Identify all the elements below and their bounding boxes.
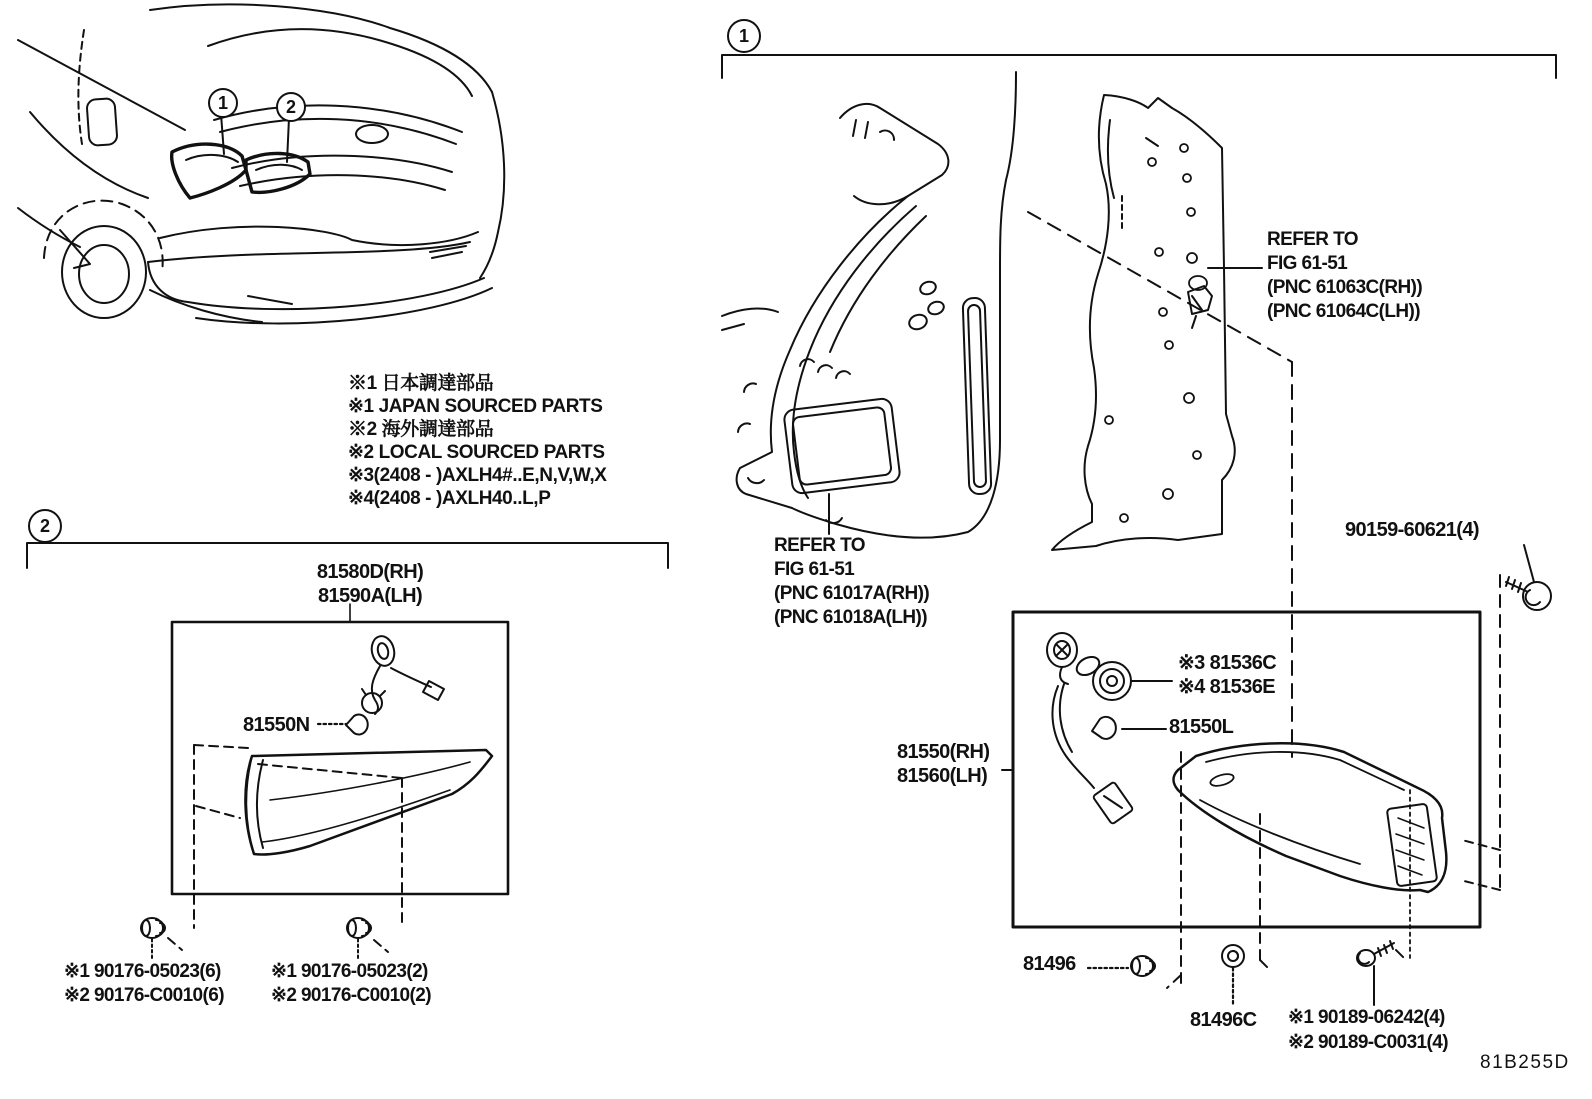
note-line-1: ※1 日本調達部品 [348,373,494,394]
grommet-81496c-icon [1222,945,1244,1006]
refer-upper-line3: (PNC 61063C(RH)) [1267,277,1423,298]
clip-81496-icon [1088,956,1155,976]
diagram-code: 81B255D [1480,1052,1570,1073]
clip-right-part-line1: ※1 90176-05023(2) [271,961,428,982]
part-81536e-label: ※4 81536E [1178,676,1275,698]
part-81536c-label: ※3 81536C [1178,652,1277,674]
part-81550n-label: 81550N [243,714,310,736]
part-90189-line2: ※2 90189-C0031(4) [1288,1032,1448,1053]
part-81560-label: 81560(LH) [897,765,988,787]
part-90159-label: 90159-60621(4) [1345,519,1479,541]
section-1-marker: 1 [727,19,761,53]
refer-lower-line1: REFER TO [774,535,865,556]
body-panel-illustration [722,72,1016,538]
refer-lower-line3: (PNC 61017A(RH)) [774,583,930,604]
note-line-2: ※1 JAPAN SOURCED PARTS [348,396,603,417]
part-81590a-label: 81590A(LH) [317,585,423,607]
section-2-marker: 2 [28,509,62,543]
screw-icon-top [1506,545,1551,610]
refer-upper-line4: (PNC 61064C(LH)) [1267,301,1420,322]
part-90189-line1: ※1 90189-06242(4) [1288,1007,1445,1028]
clip-icons [141,918,371,938]
refer-upper-line2: FIG 61-51 [1267,253,1348,274]
callout-2-on-car: 2 [276,92,306,122]
quarter-panel-illustration [1052,95,1235,550]
note-line-6: ※4(2408 - )AXLH40..L,P [348,488,551,509]
screw-icon-bottom [1357,941,1394,1005]
clip-left-part-line2: ※2 90176-C0010(6) [64,985,224,1006]
clip-right-part-line2: ※2 90176-C0010(2) [271,985,431,1006]
refer-lower-line4: (PNC 61018A(LH)) [774,607,927,628]
refer-lower-line2: FIG 61-51 [774,559,855,580]
part-81550l-label: 81550L [1169,716,1234,738]
tail-lamp-illustration [1174,743,1447,892]
refer-upper-line1: REFER TO [1267,229,1358,250]
car-rear-illustration [18,4,504,323]
note-line-4: ※2 LOCAL SOURCED PARTS [348,442,605,463]
part-81496-label: 81496 [1023,953,1076,975]
callout-1-on-car: 1 [208,88,238,118]
part-81496c-label: 81496C [1190,1009,1257,1031]
part-81550-label: 81550(RH) [897,741,990,763]
clip-left-part-line1: ※1 90176-05023(6) [64,961,221,982]
note-line-5: ※3(2408 - )AXLH4#..E,N,V,W,X [348,465,607,486]
note-line-3: ※2 海外調達部品 [348,419,494,440]
bulb-socket-harness [1047,633,1172,824]
part-81580d-label: 81580D(RH) [316,561,424,583]
